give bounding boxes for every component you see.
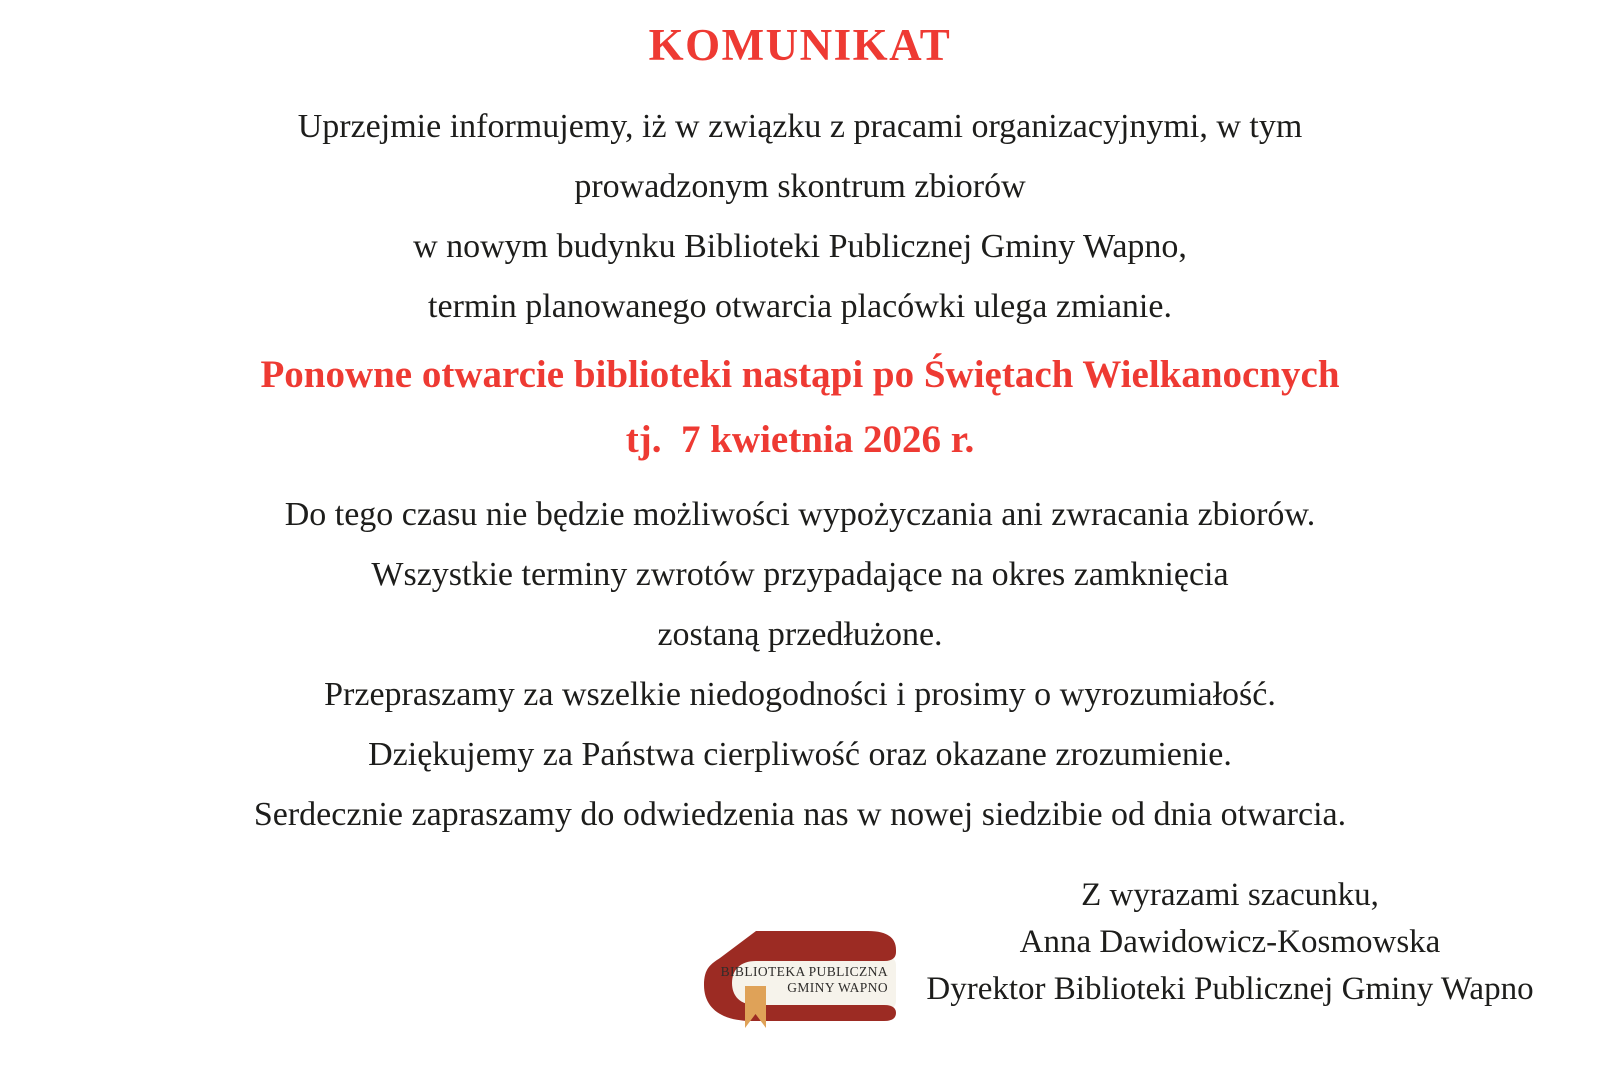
signature-role: Dyrektor Biblioteki Publicznej Gminy Wapno xyxy=(926,971,1534,1007)
logo-text xyxy=(721,964,888,996)
logo-text-line1: BIBLIOTEKA PUBLICZNA xyxy=(720,964,888,979)
highlight-date-line: tj. 7 kwietnia 2026 r. xyxy=(625,418,975,461)
intro-paragraph xyxy=(0,97,1600,337)
intro-line: termin planowanego otwarcia placówki ulega zmianie. xyxy=(428,288,1172,325)
highlight-line: Ponowne otwarcie biblioteki nastąpi po Świętach Wielkanocnych xyxy=(260,353,1340,396)
body-line: Serdecznie zapraszamy do odwiedzenia nas w nowej siedzibie od dnia otwarcia. xyxy=(253,796,1347,833)
signature-salutation: Z wyrazami szacunku, xyxy=(1081,877,1379,913)
logo-text-line2: GMINY WAPNO xyxy=(787,980,888,995)
body-line: Wszystkie terminy zwrotów przypadające na okres zamknięcia xyxy=(371,556,1229,593)
intro-line: Uprzejmie informujemy, iż w związku z pracami organizacyjnymi, w tym xyxy=(297,108,1303,145)
intro-line: w nowym budynku Biblioteki Publicznej Gminy Wapno, xyxy=(413,228,1187,265)
body-line: zostaną przedłużone. xyxy=(657,616,943,653)
page-title: KOMUNIKAT xyxy=(648,20,952,70)
body-line: Do tego czasu nie będzie możliwości wypożyczania ani zwracania zbiorów. xyxy=(284,496,1316,533)
body-line: Przepraszamy za wszelkie niedogodności i prosimy o wyrozumiałość. xyxy=(324,676,1276,713)
reopening-highlight xyxy=(0,342,1600,472)
body-paragraph xyxy=(0,485,1600,845)
signature-name: Anna Dawidowicz-Kosmowska xyxy=(1019,924,1441,960)
signature-block xyxy=(890,872,1570,1013)
body-line: Dziękujemy za Państwa cierpliwość oraz okazane zrozumienie. xyxy=(368,736,1232,773)
intro-line: prowadzonym skontrum zbiorów xyxy=(574,168,1026,205)
library-logo xyxy=(698,928,908,1032)
